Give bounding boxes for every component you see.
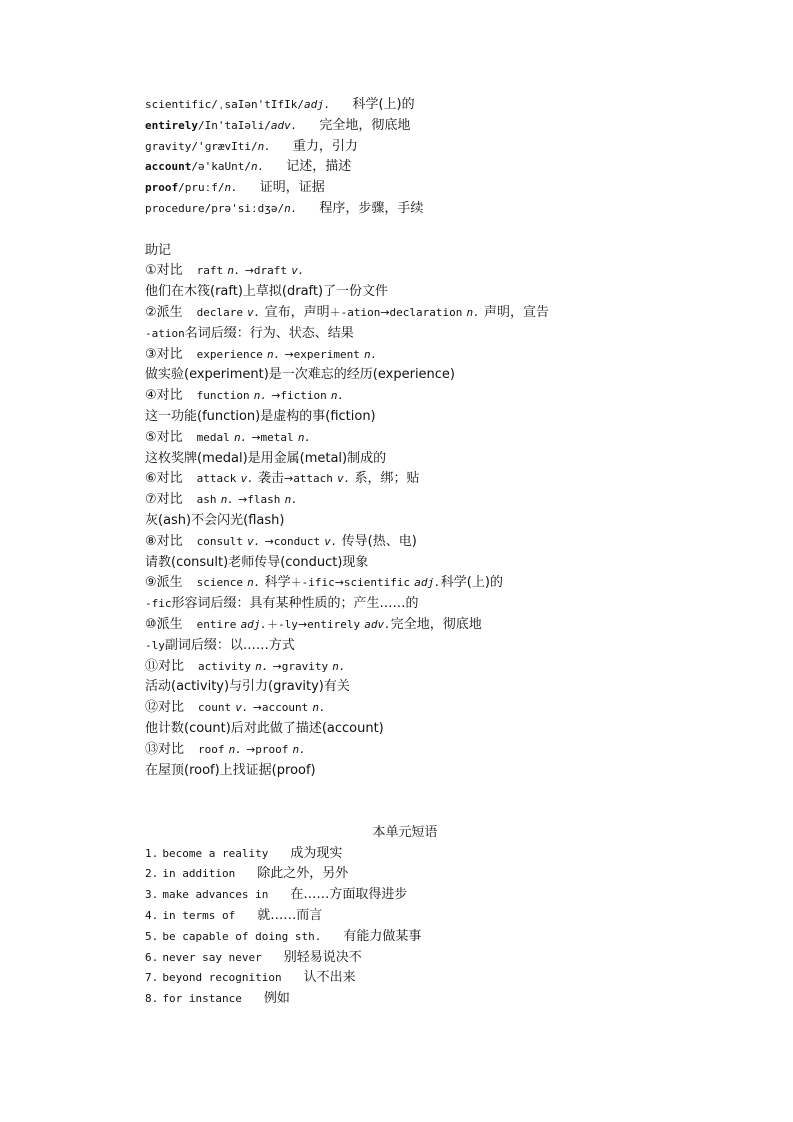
- vocab-pos: adj.: [303, 98, 331, 111]
- document-page: [145, 95, 665, 1010]
- mnemonic-number: ⑤: [145, 429, 157, 445]
- phrase-chinese: 例如: [263, 991, 290, 1007]
- mnemonic-pos-b: adj.: [414, 576, 441, 590]
- mnemonic-row: [145, 490, 665, 511]
- mnemonic-word-a: roof: [198, 742, 225, 756]
- mnemonic-note: 这一功能(function)是虚构的事(fiction): [145, 408, 376, 424]
- phrase-english: never say never: [162, 950, 262, 964]
- arrow-icon: →: [238, 493, 248, 507]
- mnemonic-pos-b: n.: [312, 701, 326, 715]
- vocab-phonetic: /ˌsaIən'tIfIk/: [211, 98, 304, 111]
- phrase-row: [145, 927, 665, 948]
- mnemonic-row: [145, 573, 665, 594]
- vocab-meaning: 重力，引力: [292, 138, 358, 154]
- phrase-english: be capable of doing sth.: [162, 929, 322, 943]
- mnemonic-pos-b: n.: [364, 347, 378, 361]
- vocab-phonetic: /In'taIəli/: [197, 118, 271, 132]
- mnemonic-type: 对比: [156, 471, 183, 487]
- mnemonic-note: 活动(activity)与引力(gravity)有关: [145, 679, 350, 695]
- mnemonic-meaning-b: 系，绑；贴: [354, 471, 420, 487]
- mnemonic-meaning-b: 完全地，彻底地: [390, 616, 482, 632]
- mnemonic-word-a: function: [196, 389, 250, 403]
- mnemonic-type: 派生: [156, 616, 183, 632]
- mnemonic-affix: ＋-ific: [290, 576, 335, 590]
- phrase-number: 1.: [145, 846, 159, 860]
- mnemonic-word-a: count: [198, 701, 232, 715]
- mnemonic-pos-b: v.: [291, 264, 305, 278]
- phrase-number: 8.: [145, 992, 159, 1006]
- mnemonic-word-b: gravity: [281, 659, 329, 673]
- mnemonic-pos-a: n.: [220, 493, 234, 507]
- mnemonic-note: 灰(ash)不会闪光(flash): [145, 512, 285, 528]
- mnemonic-pos-a: n.: [253, 389, 268, 403]
- mnemonic-number: ⑥: [145, 471, 157, 487]
- mnemonic-pos-a: n.: [228, 742, 242, 756]
- mnemonic-row: [145, 345, 665, 366]
- arrow-icon: →: [334, 576, 344, 590]
- phrase-row: [145, 989, 665, 1010]
- affix-description: 名词后缀：行为、状态、结果: [184, 325, 354, 341]
- mnemonic-pos-a: n.: [267, 347, 281, 361]
- vocab-pos: n.: [250, 160, 265, 174]
- mnemonic-number: ①: [145, 263, 157, 279]
- vocab-word: scientific: [145, 98, 212, 111]
- mnemonic-row: [145, 428, 665, 449]
- arrow-icon: →: [272, 659, 282, 673]
- mnemonic-type: 对比: [156, 263, 183, 279]
- mnemonic-word-a: consult: [196, 534, 244, 548]
- mnemonic-type: 派生: [156, 575, 183, 591]
- mnemonic-word-b: conduct: [273, 534, 321, 548]
- phrase-chinese: 成为现实: [290, 845, 343, 861]
- vocab-meaning: 程序，步骤，手续: [319, 200, 424, 216]
- phrases-heading: 本单元短语: [372, 824, 438, 840]
- mnemonic-note: 做实验(experiment)是一次难忘的经历(experience): [145, 367, 456, 383]
- mnemonic-meaning-a: 宣布，声明: [264, 304, 330, 320]
- vocab-phonetic: /prə'siːdʒə/: [204, 201, 285, 215]
- mnemonic-type: 对比: [156, 388, 183, 404]
- arrow-icon: →: [284, 347, 294, 361]
- mnemonic-affix: ＋-ation: [329, 305, 381, 319]
- vocab-meaning: 记述，描述: [286, 159, 352, 175]
- vocab-row: [145, 157, 665, 178]
- mnemonic-word-b: metal: [260, 430, 294, 444]
- vocab-pos: adv.: [270, 118, 298, 132]
- mnemonic-number: ④: [145, 388, 157, 404]
- phrase-english: for instance: [162, 992, 242, 1006]
- mnemonic-word-a: attack: [196, 472, 237, 486]
- mnemonic-meaning-b: 声明，宣告: [483, 304, 549, 320]
- arrow-icon: →: [271, 389, 281, 403]
- phrase-row: [145, 864, 665, 885]
- affix-label: -fic: [145, 597, 172, 611]
- mnemonic-word-b: account: [261, 701, 309, 715]
- vocab-row: [145, 116, 665, 137]
- mnemonic-number: ⑬: [145, 741, 159, 757]
- arrow-icon: →: [252, 701, 262, 715]
- mnemonic-meaning-a: 科学: [264, 575, 291, 591]
- mnemonic-affix: ＋-ly: [267, 617, 298, 631]
- vocab-meaning: 证明，证据: [259, 180, 325, 196]
- mnemonic-word-b: draft: [253, 264, 288, 278]
- mnemonic-row: [145, 261, 665, 282]
- mnemonic-note: [145, 594, 665, 615]
- mnemonic-word-a: entire: [196, 617, 237, 631]
- phrase-english: in terms of: [162, 909, 236, 923]
- vocab-meaning: 完全地，彻底地: [319, 117, 411, 133]
- mnemonic-row: [145, 615, 665, 636]
- mnemonic-row: [145, 532, 665, 553]
- mnemonic-pos-a: n.: [233, 430, 248, 444]
- phrase-chinese: 就……而言: [257, 908, 323, 924]
- mnemonic-word-b: entirely: [307, 617, 361, 631]
- mnemonic-row: [145, 303, 665, 324]
- phrase-english: make advances in: [162, 888, 269, 902]
- phrase-chinese: 除此之外，另外: [257, 866, 349, 882]
- mnemonic-note: 这枚奖牌(medal)是用金属(metal)制成的: [145, 450, 387, 466]
- vocab-word: entirely: [145, 118, 198, 132]
- mnemonic-row: [145, 386, 665, 407]
- phrase-chinese: 认不出来: [303, 970, 356, 986]
- mnemonic-pos-a: v.: [247, 305, 261, 319]
- vocab-pos: n.: [224, 181, 238, 195]
- mnemonic-pos-a: v.: [240, 472, 254, 486]
- mnemonic-meaning-b: 传导(热、电): [341, 533, 417, 549]
- mnemonic-pos-b: n.: [292, 742, 306, 756]
- mnemonic-number: ⑦: [145, 492, 157, 508]
- arrow-icon: →: [246, 742, 256, 756]
- mnemonic-word-a: experience: [196, 347, 263, 361]
- mnemonic-word-b: declaration: [389, 305, 463, 319]
- mnemonic-word-b: attach: [293, 472, 333, 486]
- vocab-word: procedure: [145, 201, 205, 215]
- phrase-row: [145, 906, 665, 927]
- mnemonic-word-a: activity: [198, 659, 252, 673]
- arrow-icon: →: [264, 534, 274, 548]
- mnemonic-type: 对比: [156, 346, 183, 362]
- mnemonic-number: ⑧: [145, 533, 157, 549]
- phrase-number: 3.: [145, 888, 159, 902]
- arrow-icon: →: [380, 305, 390, 319]
- mnemonic-pos-a: n.: [255, 659, 269, 673]
- mnemonic-word-a: science: [196, 576, 244, 590]
- mnemonic-word-a: ash: [196, 493, 217, 507]
- phrase-chinese: 有能力做某事: [343, 928, 422, 944]
- mnemonic-type: 对比: [156, 492, 183, 508]
- mnemonic-pos-b: v.: [324, 534, 338, 548]
- vocab-phonetic: /pruːf/: [178, 181, 225, 195]
- arrow-icon: →: [283, 472, 294, 486]
- mnemonic-pos-b: adv.: [364, 617, 391, 631]
- affix-label: -ly: [145, 638, 165, 652]
- mnemonic-pos-b: n.: [332, 659, 346, 673]
- mnemonic-row: [145, 698, 665, 719]
- vocab-pos: n.: [257, 139, 271, 153]
- mnemonic-pos-a: v.: [235, 701, 249, 715]
- mnemonic-type: 对比: [156, 429, 183, 445]
- mnemonic-row: [145, 469, 665, 490]
- mnemonic-number: ⑫: [145, 700, 159, 716]
- mnemonic-number: ⑪: [145, 658, 159, 674]
- mnemonic-pos-b: v.: [337, 472, 351, 486]
- mnemonic-type: 对比: [158, 741, 185, 757]
- vocab-word: gravity: [145, 139, 192, 153]
- mnemonic-pos-a: n.: [247, 576, 261, 590]
- arrow-icon: →: [244, 264, 254, 278]
- phrase-number: 5.: [145, 929, 159, 943]
- mnemonic-type: 对比: [158, 700, 185, 716]
- mnemonic-pos-a: adj.: [240, 617, 268, 631]
- mnemonic-heading: 助记: [145, 242, 172, 258]
- vocab-row: [145, 137, 665, 158]
- vocab-phonetic: /ə'kaUnt/: [191, 160, 251, 174]
- mnemonic-word-a: raft: [196, 264, 224, 278]
- mnemonic-pos-b: n.: [297, 430, 312, 444]
- phrase-english: beyond recognition: [162, 971, 282, 985]
- mnemonic-word-b: proof: [255, 742, 289, 756]
- mnemonic-type: 对比: [156, 533, 183, 549]
- affix-label: -ation: [145, 326, 185, 340]
- phrase-row: [145, 844, 665, 865]
- phrase-number: 7.: [145, 971, 159, 985]
- mnemonic-pos-a: n.: [227, 264, 241, 278]
- phrase-row: [145, 948, 665, 969]
- mnemonic-type: 派生: [156, 304, 183, 320]
- mnemonic-word-b: scientific: [343, 576, 411, 590]
- phrase-number: 2.: [145, 867, 159, 881]
- vocab-row: [145, 178, 665, 199]
- mnemonic-note: [145, 324, 665, 345]
- vocab-word: account: [145, 160, 192, 174]
- mnemonic-number: ②: [145, 304, 157, 320]
- phrase-english: in addition: [162, 867, 236, 881]
- mnemonic-note: 他们在木筏(raft)上草拟(draft)了一份文件: [145, 284, 389, 300]
- mnemonic-pos-b: n.: [330, 389, 345, 403]
- mnemonic-meaning-a: 袭击: [257, 471, 284, 487]
- mnemonic-row: [145, 657, 665, 678]
- mnemonic-note: 请教(consult)老师传导(conduct)现象: [145, 554, 369, 570]
- vocab-pos: n.: [284, 201, 298, 215]
- phrase-number: 6.: [145, 950, 159, 964]
- vocab-meaning: 科学(上)的: [352, 97, 415, 112]
- mnemonic-type: 对比: [158, 658, 185, 674]
- affix-description: 副词后缀：以……方式: [164, 637, 295, 653]
- mnemonic-meaning-b: 科学(上)的: [440, 575, 503, 591]
- mnemonic-pos-a: v.: [247, 534, 261, 548]
- phrase-chinese: 在……方面取得进步: [290, 887, 408, 903]
- mnemonic-word-b: fiction: [280, 389, 327, 403]
- mnemonic-note: 在屋顶(roof)上找证据(proof): [145, 762, 316, 778]
- mnemonic-number: ③: [145, 346, 157, 362]
- mnemonic-pos-b: n.: [284, 493, 298, 507]
- phrase-number: 4.: [145, 909, 159, 923]
- mnemonic-row: [145, 740, 665, 761]
- mnemonic-number: ⑨: [145, 575, 157, 591]
- mnemonic-note: [145, 636, 665, 657]
- vocab-row: [145, 95, 665, 116]
- mnemonic-word-b: flash: [247, 493, 281, 507]
- vocab-row: [145, 199, 665, 220]
- mnemonic-word-b: experiment: [293, 347, 360, 361]
- phrase-row: [145, 968, 665, 989]
- affix-description: 形容词后缀：具有某种性质的；产生……的: [171, 596, 419, 612]
- mnemonic-note: 他计数(count)后对此做了描述(account): [145, 720, 384, 736]
- arrow-icon: →: [251, 430, 261, 444]
- phrase-row: [145, 885, 665, 906]
- mnemonic-number: ⑩: [145, 616, 157, 632]
- arrow-icon: →: [297, 617, 308, 631]
- mnemonic-word-a: medal: [196, 430, 230, 444]
- phrase-chinese: 别轻易说决不: [283, 949, 362, 965]
- phrase-english: become a reality: [162, 846, 269, 860]
- vocab-word: proof: [145, 181, 179, 195]
- mnemonic-pos-b: n.: [466, 305, 480, 319]
- mnemonic-word-a: declare: [196, 305, 244, 319]
- vocab-phonetic: /'ɡrævIti/: [191, 139, 258, 153]
